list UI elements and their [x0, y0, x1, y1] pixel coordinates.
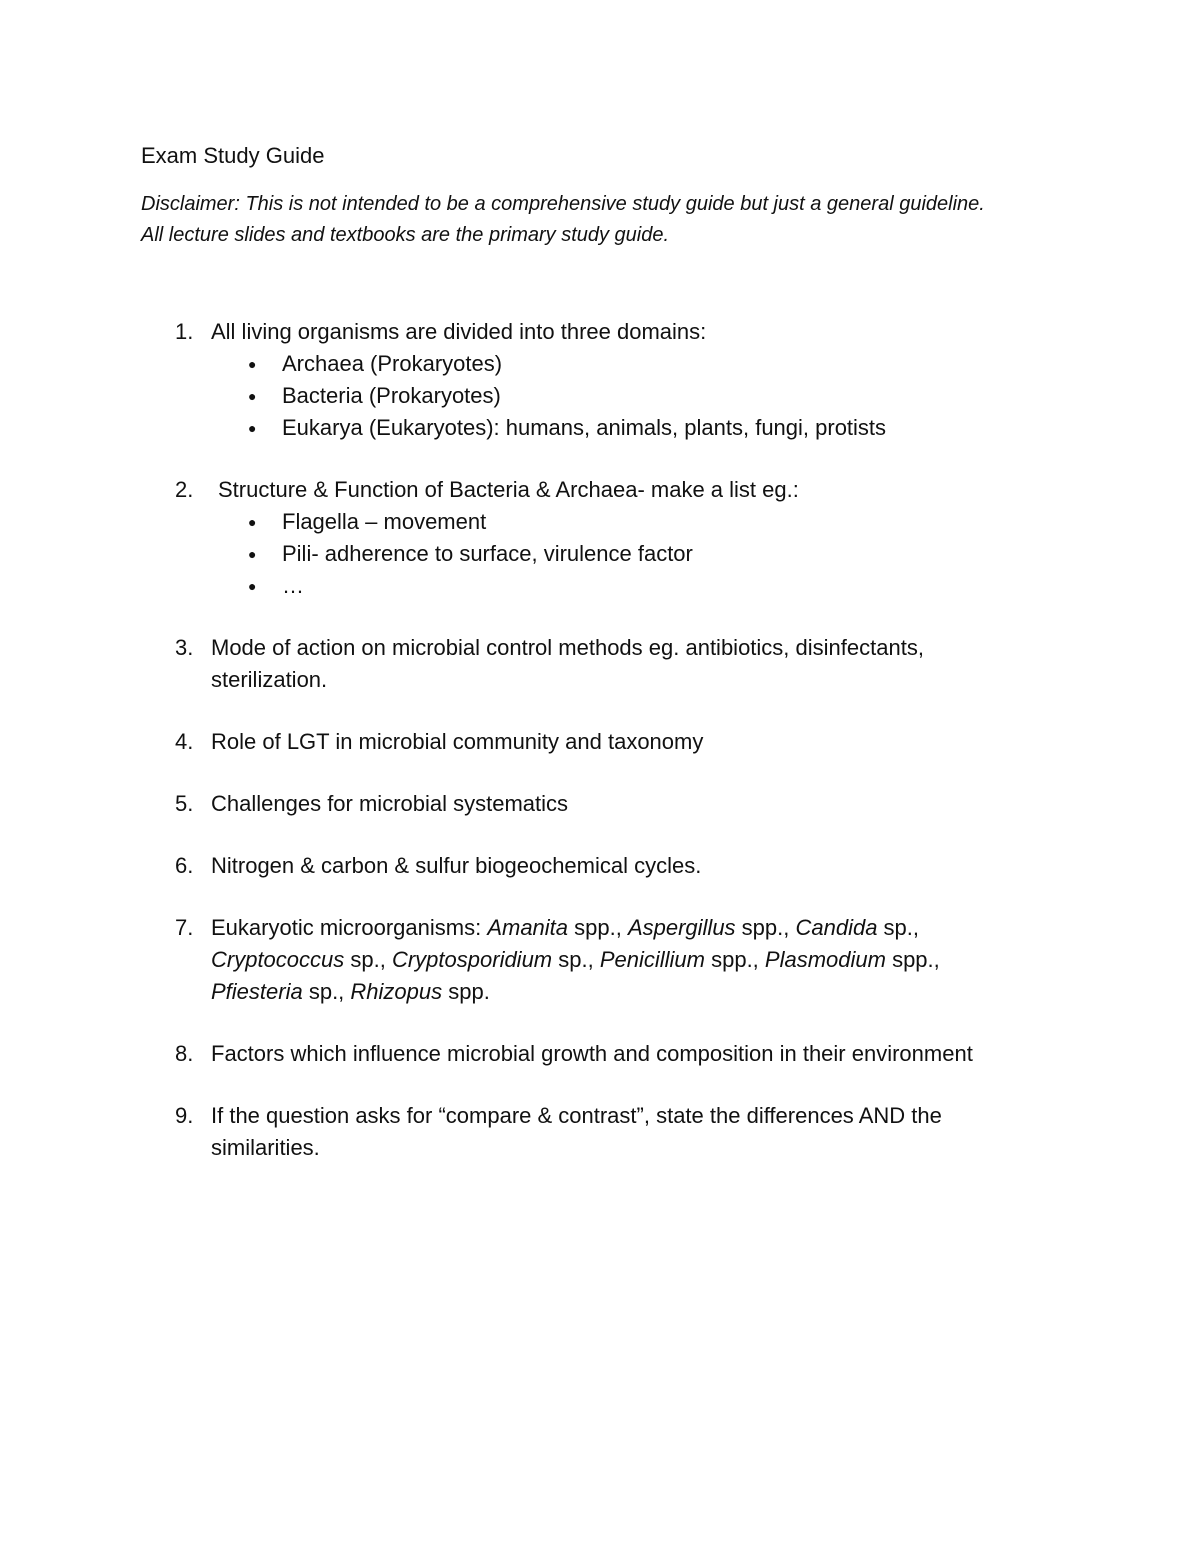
- bullet-item: ● Archaea (Prokaryotes): [211, 348, 1071, 380]
- list-item-3: [141, 632, 1071, 696]
- structure-list: [211, 506, 1071, 602]
- bullet-icon: ●: [248, 420, 257, 436]
- item-number: 3.: [175, 635, 194, 660]
- bullet-icon: ●: [248, 388, 257, 404]
- organism-name: Pfiesteria: [211, 979, 303, 1004]
- bullet-item: ● …: [211, 570, 1071, 602]
- disclaimer-line-1: Disclaimer: This is not intended to be a comprehensive study guide but just a general guideline.: [141, 193, 985, 215]
- list-item-6: [141, 850, 1071, 882]
- item-number: 9.: [175, 1103, 194, 1128]
- item-number: 2.: [175, 477, 194, 502]
- organism-name: Rhizopus: [350, 979, 443, 1004]
- domain-list: [211, 348, 1071, 444]
- item-text-line-2: similarities.: [211, 1135, 320, 1160]
- bullet-item: ● Flagella – movement: [211, 506, 1071, 538]
- item-number: 1.: [175, 319, 194, 344]
- bullet-icon: ●: [248, 546, 257, 562]
- organism-name: Plasmodium: [764, 947, 886, 972]
- list-item-8: [141, 1038, 1071, 1070]
- organisms-line-2: Cryptococcus sp., Cryptosporidium sp., Penicillium spp., Plasmodium spp.,: [211, 947, 940, 972]
- organisms-line-1: Eukaryotic microorganisms: Amanita spp., Aspergillus spp., Candida sp.,: [211, 915, 920, 940]
- bullet-item: ● Eukarya (Eukaryotes): humans, animals, plants, fungi, protists: [211, 412, 1071, 444]
- organism-name: Cryptosporidium: [391, 947, 553, 972]
- item-number: 4.: [175, 729, 194, 754]
- item-text: Role of LGT in microbial community and taxonomy: [211, 729, 704, 754]
- page-title: Exam Study Guide: [141, 143, 325, 168]
- list-item-2: [141, 474, 1071, 602]
- item-number: 5.: [175, 791, 194, 816]
- bullet-icon: ●: [248, 356, 257, 372]
- list-item-4: [141, 726, 1071, 758]
- item-text-line-2: sterilization.: [211, 667, 328, 692]
- bullet-icon: ●: [248, 578, 257, 594]
- item-number: 6.: [175, 853, 194, 878]
- organism-name: Penicillium: [599, 947, 705, 972]
- organism-name: Cryptococcus: [211, 947, 345, 972]
- list-item-1: [141, 316, 1071, 444]
- organism-name: Candida: [795, 915, 878, 940]
- list-item-7: [141, 912, 1071, 1008]
- disclaimer-line-2: All lecture slides and textbooks are the primary study guide.: [141, 224, 670, 246]
- item-text: All living organisms are divided into three domains:: [211, 319, 707, 344]
- item-number: 8.: [175, 1041, 194, 1066]
- list-item-5: [141, 788, 1071, 820]
- item-text: Factors which influence microbial growth and composition in their environment: [211, 1041, 973, 1066]
- organisms-line-3: Pfiesteria sp., Rhizopus spp.: [211, 979, 490, 1004]
- list-item-9: [141, 1100, 1071, 1164]
- disclaimer: [141, 189, 1101, 251]
- item-text: Challenges for microbial systematics: [211, 791, 569, 816]
- bullet-icon: ●: [248, 514, 257, 530]
- item-text-line-1: Mode of action on microbial control methods eg. antibiotics, disinfectants,: [211, 635, 924, 660]
- bullet-item: ● Bacteria (Prokaryotes): [211, 380, 1071, 412]
- item-number: 7.: [175, 915, 194, 940]
- organism-name: Amanita: [487, 915, 569, 940]
- item-text-line-1: If the question asks for “compare & contrast”, state the differences AND the: [211, 1103, 942, 1128]
- item-text: Structure & Function of Bacteria & Archaea- make a list eg.:: [218, 477, 799, 502]
- bullet-item: ● Pili- adherence to surface, virulence factor: [211, 538, 1071, 570]
- study-guide-list: [141, 316, 1071, 1164]
- item-text: Nitrogen & carbon & sulfur biogeochemical cycles.: [211, 853, 702, 878]
- organism-name: Aspergillus: [627, 915, 736, 940]
